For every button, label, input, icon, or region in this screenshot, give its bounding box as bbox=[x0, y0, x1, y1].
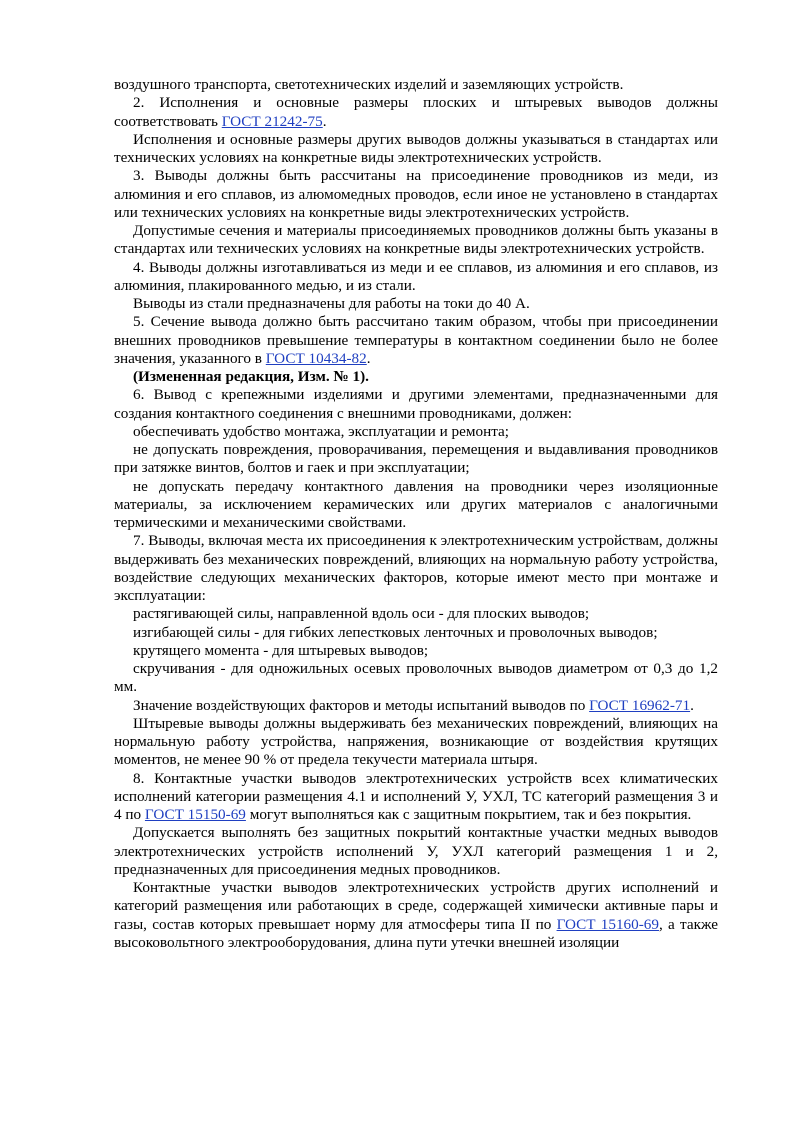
paragraph-text: не допускать повреждения, проворачивания, перемещения и выдавливания проводников при затяжке винтов, болтов и гаек и при эксплуатации; bbox=[114, 441, 718, 477]
paragraph bbox=[114, 131, 718, 168]
paragraph-text: . bbox=[322, 112, 327, 130]
paragraph-text: Значение воздействующих факторов и методы испытаний выводов по bbox=[133, 696, 590, 714]
paragraph-text: Допустимые сечения и материалы присоединяемых проводников должны быть указаны в стандартах или технических условиях на конкретные виды электротехнических устройств. bbox=[114, 222, 718, 258]
paragraph bbox=[114, 879, 718, 952]
paragraph bbox=[114, 824, 718, 879]
paragraph bbox=[114, 715, 718, 770]
paragraph bbox=[114, 259, 718, 296]
paragraph-text: могут выполняться как с защитным покрытием, так и без покрытия. bbox=[245, 806, 692, 823]
paragraph-text: 3. Выводы должны быть рассчитаны на присоединение проводников из меди, из алюминия и его сплавов, из алюмомедных проводов, если иное не установлено в стандартах или технических условиях на конкретные виды электротехнических устройств. bbox=[114, 167, 718, 221]
paragraph bbox=[114, 313, 718, 368]
paragraph-text: (Измененная редакция, Изм. № 1). bbox=[133, 368, 369, 385]
paragraph bbox=[114, 386, 718, 423]
paragraph bbox=[114, 605, 718, 623]
gost-link[interactable]: ГОСТ 16962-71 bbox=[589, 696, 691, 714]
paragraph bbox=[114, 532, 718, 605]
paragraph bbox=[114, 76, 718, 94]
paragraph-text: Контактные участки выводов электротехнических устройств других исполнений и категорий размещения или работающих в среде, содержащей химически активные пары и газы, состав которых превышает норму для атмосферы типа II по bbox=[114, 879, 718, 933]
paragraph-text: Штыревые выводы должны выдерживать без механических повреждений, влияющих на нормальную работу устройства, напряжения, возникающие от воздействия крутящих моментов, не менее 90 % от предела текучести материала штыря. bbox=[114, 714, 718, 769]
paragraph-text: растягивающей силы, направленной вдоль оси - для плоских выводов; bbox=[133, 605, 590, 623]
paragraph bbox=[114, 770, 718, 825]
paragraph bbox=[114, 167, 718, 222]
paragraph-text: не допускать передачу контактного давления на проводники через изоляционные материалы, за исключением керамических или других материалов с аналогичными термическими и механическими свойствами. bbox=[114, 477, 718, 531]
paragraph bbox=[114, 660, 718, 697]
paragraph bbox=[114, 94, 718, 131]
paragraph-text: 4. Выводы должны изготавливаться из меди и ее сплавов, из алюминия и его сплавов, из алюминия, плакированного медью, и из стали. bbox=[114, 258, 718, 294]
paragraph bbox=[114, 222, 718, 259]
gost-link[interactable]: ГОСТ 10434-82 bbox=[265, 349, 367, 367]
paragraph-text: скручивания - для одножильных осевых проволочных выводов диаметром от 0,3 до 1,2 мм. bbox=[114, 660, 718, 696]
paragraph bbox=[114, 478, 718, 533]
paragraph-text: 7. Выводы, включая места их присоединения к электротехническим устройствам, должны выдерживать без механических повреждений, влияющих на нормальную работу устройства, воздействие следующих механических факторов, которые имеют место при монтаже и эксплуатации: bbox=[114, 532, 718, 604]
gost-link[interactable]: ГОСТ 15150-69 bbox=[144, 806, 246, 823]
paragraph-text: Выводы из стали предназначены для работы на токи до 40 А. bbox=[133, 295, 530, 312]
paragraph bbox=[114, 642, 718, 660]
paragraph-text: 8. Контактные участки выводов электротехнических устройств всех климатических исполнений категории размещения 4.1 и исполнений У, УХЛ, ТС категорий размещения 3 и 4 по bbox=[114, 769, 718, 823]
paragraph-text: обеспечивать удобство монтажа, эксплуатации и ремонта; bbox=[133, 422, 509, 440]
paragraph-text: . bbox=[366, 349, 371, 367]
paragraph bbox=[114, 441, 718, 478]
paragraph-text: . bbox=[690, 696, 694, 714]
paragraph-text: Допускается выполнять без защитных покрытий контактные участки медных выводов электротехнических устройств исполнений У, УХЛ категорий размещения 1 и 2, предназначенных для присоединения медных проводников. bbox=[114, 824, 718, 878]
paragraph-text: воздушного транспорта, светотехнических изделий и заземляющих устройств. bbox=[114, 76, 624, 93]
document-page bbox=[114, 76, 718, 952]
paragraph-text: , а также высоковольтного электрооборудования, длина пути утечки внешней изоляции bbox=[114, 915, 718, 951]
paragraph bbox=[114, 423, 718, 441]
paragraph-text: крутящего момента - для штыревых выводов; bbox=[133, 641, 429, 659]
paragraph-text: изгибающей силы - для гибких лепестковых ленточных и проволочных выводов; bbox=[133, 623, 658, 641]
gost-link[interactable]: ГОСТ 15160-69 bbox=[556, 915, 659, 933]
paragraph bbox=[114, 697, 718, 715]
paragraph bbox=[114, 295, 718, 313]
paragraph-text: 6. Вывод с крепежными изделиями и другими элементами, предназначенными для создания контактного соединения с внешними проводниками, должен: bbox=[114, 386, 718, 422]
paragraph-text: 5. Сечение вывода должно быть рассчитано таким образом, чтобы при присоединении внешних проводников превышение температуры в контактном соединении было не более значения, указанного в bbox=[114, 313, 718, 367]
paragraph bbox=[114, 368, 718, 386]
paragraph-text: Исполнения и основные размеры других выводов должны указываться в стандартах или технических условиях на конкретные виды электротехнических устройств. bbox=[114, 130, 718, 166]
gost-link[interactable]: ГОСТ 21242-75 bbox=[221, 112, 323, 130]
paragraph-text: 2. Исполнения и основные размеры плоских и штыревых выводов должны соответствовать bbox=[114, 94, 718, 130]
paragraph bbox=[114, 624, 718, 642]
